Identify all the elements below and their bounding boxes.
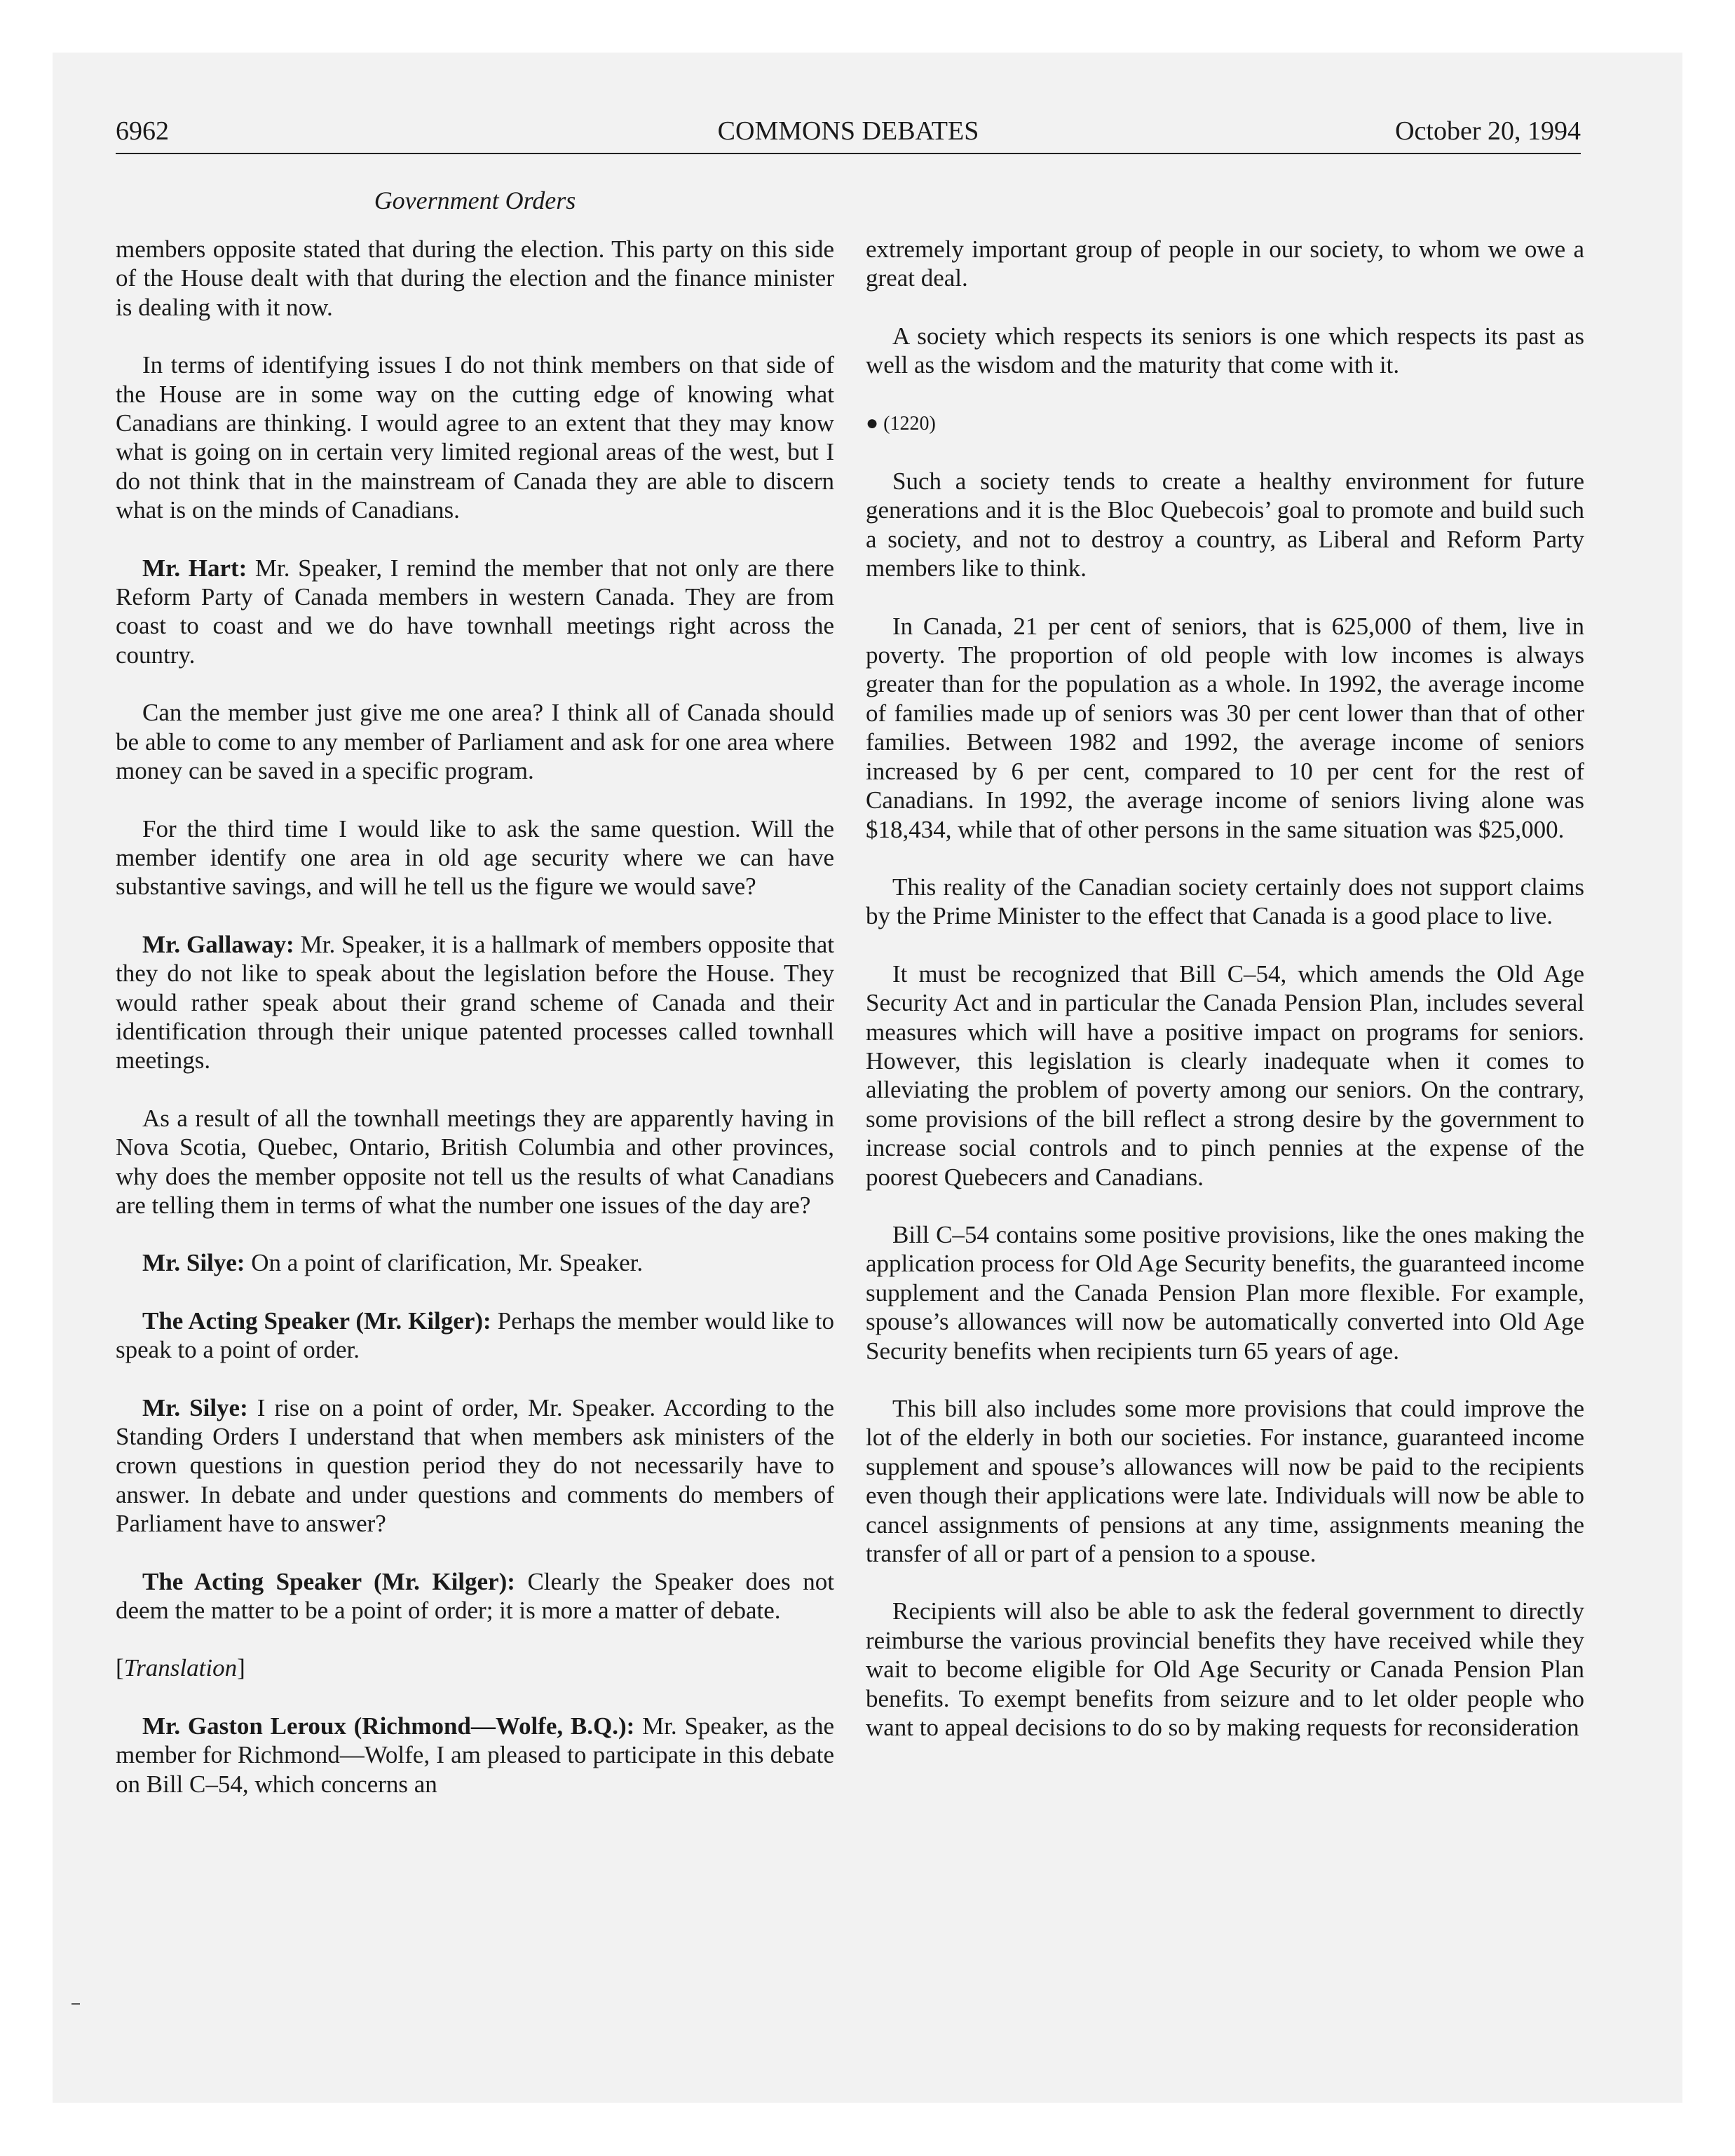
page-number: 6962 [116, 116, 169, 146]
paragraph: In terms of identifying issues I do not think members on that side of the House are in some way on the cutting edge of knowing what Canadians are thinking. I would agree to an extent that they may know what is going on in certain very limited regional areas of the west, but I do not think that in the mainstream of Canada they are able to discern what is on the minds of Canadians. [116, 351, 834, 524]
paragraph: For the third time I would like to ask the same question. Will the member identify one area in old age security where we can have substantive savings, and will he tell us the figure we would save? [116, 814, 834, 901]
speaker-name: The Acting Speaker (Mr. Kilger): [142, 1567, 515, 1595]
margin-mark [72, 2003, 80, 2005]
paragraph: Mr. Silye: On a point of clarification, Mr. Speaker. [142, 1249, 644, 1277]
paragraph: Such a society tends to create a healthy environment for future generations and it is the Bloc Quebecois’ goal to promote and build such a society, and not to destroy a country, as Liberal and Reform Party members like to think. [866, 468, 1584, 582]
timestamp: ● (1220) [866, 411, 936, 435]
left-column [116, 235, 834, 1827]
paragraph: A society which respects its seniors is one which respects its past as well as the wisdom and the maturity that come with it. [866, 322, 1584, 379]
section-title: Government Orders [374, 186, 576, 214]
paragraph: members opposite stated that during the election. This party on this side of the House dealt with that during the election and the finance minister is dealing with it now. [116, 236, 834, 321]
paragraph: Mr. Gaston Leroux (Richmond—Wolfe, B.Q.): Mr. Speaker, as the member for Richmond—Wolfe, I am pleased to participate in this debate on Bill C–54, which concerns an [116, 1712, 834, 1798]
paragraph: Bill C–54 contains some positive provisions, like the ones making the application process for Old Age Security benefits, the guaranteed income supplement and the Canada Pension Plan more flexible. For example, spouse’s allowances will now be automatically converted into Old Age Security benefits when recipients turn 65 years of age. [866, 1220, 1584, 1365]
paragraph: extremely important group of people in our society, to whom we owe a great deal. [866, 236, 1584, 292]
paragraph: Recipients will also be able to ask the federal government to directly reimburse the various provincial benefits they have received while they wait to become eligible for Old Age Security or Canada Pension Plan benefits. To exempt benefits from seizure and to let older people who want to appeal decisions to do so by making requests for reconsideration [866, 1597, 1584, 1742]
paragraph: This bill also includes some more provisions that could improve the lot of the elderly in both our societies. For instance, guaranteed income supplement and spouse’s allowances will now be paid to the recipients even though their applications were late. Individuals will now be able to cancel assignments of pensions at any time, assignments meaning the transfer of all or part of a pension to a spouse. [866, 1395, 1584, 1568]
translation-tag: [Translation] [116, 1654, 245, 1682]
header-rule [116, 153, 1581, 154]
paragraph: As a result of all the townhall meetings they are apparently having in Nova Scotia, Quebec, Ontario, British Columbia and other provinces, why does the member opposite not tell us the results of what Canadians are telling them in terms of what the number one issues of the day are? [116, 1104, 834, 1219]
page-header [116, 116, 1581, 151]
paragraph: Can the member just give me one area? I think all of Canada should be able to come to any member of Parliament and ask for one area where money can be saved in a specific program. [116, 699, 834, 785]
paragraph: In Canada, 21 per cent of seniors, that is 625,000 of them, live in poverty. The proportion of old people with low incomes is always greater than for the population as a whole. In 1992, the average income of families made up of seniors was 30 per cent lower than that of other families. Between 1982 and 1992, the average income of seniors increased by 6 per cent, compared to 10 per cent for the rest of Canadians. In 1992, the average income of seniors living alone was $18,434, while that of other persons in the same situation was $25,000. [866, 612, 1584, 843]
speaker-name: The Acting Speaker (Mr. Kilger): [142, 1306, 491, 1335]
paragraph: The Acting Speaker (Mr. Kilger): Perhaps the member would like to speak to a point of order. [116, 1306, 834, 1364]
speaker-name: Mr. Silye: [142, 1249, 245, 1277]
paragraph: This reality of the Canadian society certainly does not support claims by the Prime Minister to the effect that Canada is a good place to live. [866, 873, 1584, 930]
paragraph: It must be recognized that Bill C–54, which amends the Old Age Security Act and in particular the Canada Pension Plan, includes several measures which will have a positive impact on programs for seniors. However, this legislation is clearly inadequate when it comes to alleviating the problem of poverty among our seniors. On the contrary, some provisions of the bill reflect a strong desire by the government to increase social controls and to pinch pennies at the expense of the poorest Quebecers and Canadians. [866, 960, 1584, 1191]
publication-title: COMMONS DEBATES [717, 116, 979, 146]
paragraph: Mr. Silye: I rise on a point of order, Mr. Speaker. According to the Standing Orders I understand that when members ask ministers of the crown questions in question period they do not necessarily have to answer. In debate and under questions and comments do members of Parliament have to answer? [116, 1393, 835, 1538]
paragraph: Mr. Gallaway: Mr. Speaker, it is a hallmark of members opposite that they do not like to speak about the legislation before the House. They would rather speak about their grand scheme of Canada and their identification through their unique patented processes called townhall meetings. [116, 930, 834, 1074]
speaker-name: Mr. Gallaway: [142, 930, 294, 958]
publication-date: October 20, 1994 [1395, 116, 1581, 146]
paragraph: The Acting Speaker (Mr. Kilger): Clearly the Speaker does not deem the matter to be a point of order; it is more a matter of debate. [116, 1567, 834, 1625]
speaker-name: Mr. Hart: [142, 554, 247, 582]
right-column [866, 235, 1584, 1770]
speaker-name: Mr. Gaston Leroux (Richmond—Wolfe, B.Q.): [142, 1712, 635, 1740]
speaker-name: Mr. Silye: [142, 1393, 248, 1421]
paragraph: Mr. Hart: Mr. Speaker, I remind the member that not only are there Reform Party of Canada members in western Canada. They are from coast to coast and we do have townhall meetings right across the country. [116, 554, 834, 669]
bullet-icon: ● [866, 411, 879, 435]
